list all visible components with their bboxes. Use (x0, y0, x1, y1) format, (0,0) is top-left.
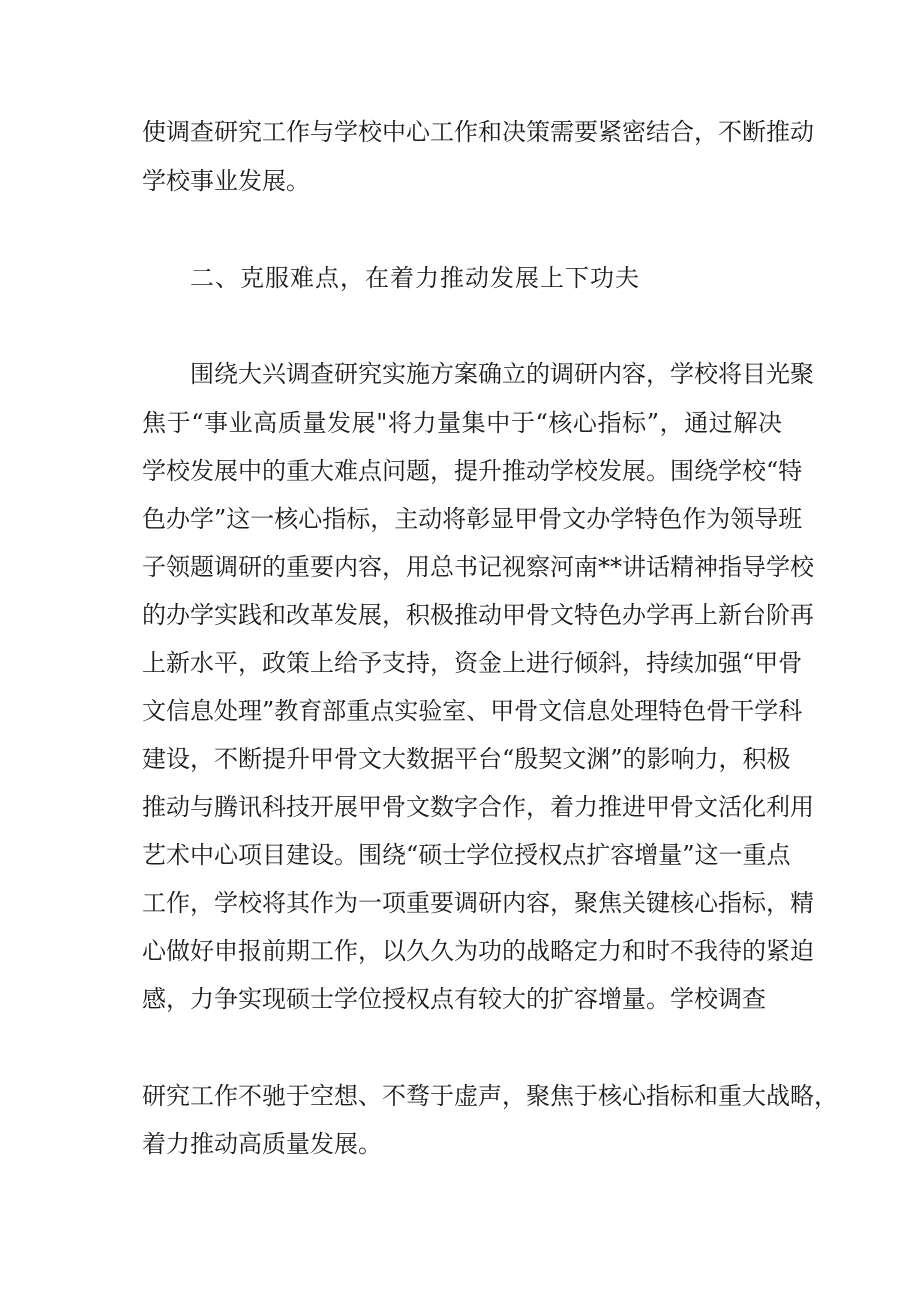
intro-line: 学校事业发展。 (142, 167, 310, 195)
closing-line: 研究工作不驰于空想、不骛于虚声，聚焦于核心指标和重大战略， (142, 1082, 838, 1110)
paragraph-line: 艺术中心项目建设。围绕“硕士学位授权点扩容增量”这一重点 (142, 841, 791, 869)
paragraph-line: 文信息处理”教育部重点实验室、甲骨文信息处理特色骨干学科 (142, 697, 803, 725)
paragraph-line: 子领题调研的重要内容，用总书记视察河南**讲话精神指导学校 (142, 553, 814, 581)
paragraph-line: 围绕大兴调查研究实施方案确立的调研内容，学校将目光聚 (190, 360, 814, 388)
section-heading: 二、克服难点，在着力推动发展上下功夫 (190, 264, 640, 292)
paragraph-line: 心做好申报前期工作，以久久为功的战略定力和时不我待的紧迫 (142, 937, 814, 965)
paragraph-line: 上新水平，政策上给予支持，资金上进行倾斜，持续加强“甲骨 (142, 649, 803, 677)
paragraph-line: 焦于“事业高质量发展"将力量集中于“核心指标”，通过解决 (142, 409, 782, 437)
paragraph-line: 学校发展中的重大难点问题，提升推动学校发展。围绕学校“特 (142, 457, 803, 485)
paragraph-line: 的办学实践和改革发展，积极推动甲骨文特色办学再上新台阶再 (142, 601, 814, 629)
paragraph-line: 工作，学校将其作为一项重要调研内容，聚焦关键核心指标，精 (142, 889, 814, 917)
paragraph-line: 推动与腾讯科技开展甲骨文数字合作，着力推进甲骨文活化利用 (142, 793, 814, 821)
intro-line: 使调查研究工作与学校中心工作和决策需要紧密结合，不断推动 (142, 118, 814, 146)
closing-line: 着力推动高质量发展。 (142, 1130, 382, 1158)
paragraph-line: 色办学”这一核心指标，主动将彰显甲骨文办学特色作为领导班 (142, 505, 803, 533)
paragraph-line: 建设，不断提升甲骨文大数据平台“殷契文渊”的影响力，积极 (142, 745, 791, 773)
paragraph-line: 感，力争实现硕士学位授权点有较大的扩容增量。学校调查 (142, 985, 766, 1013)
